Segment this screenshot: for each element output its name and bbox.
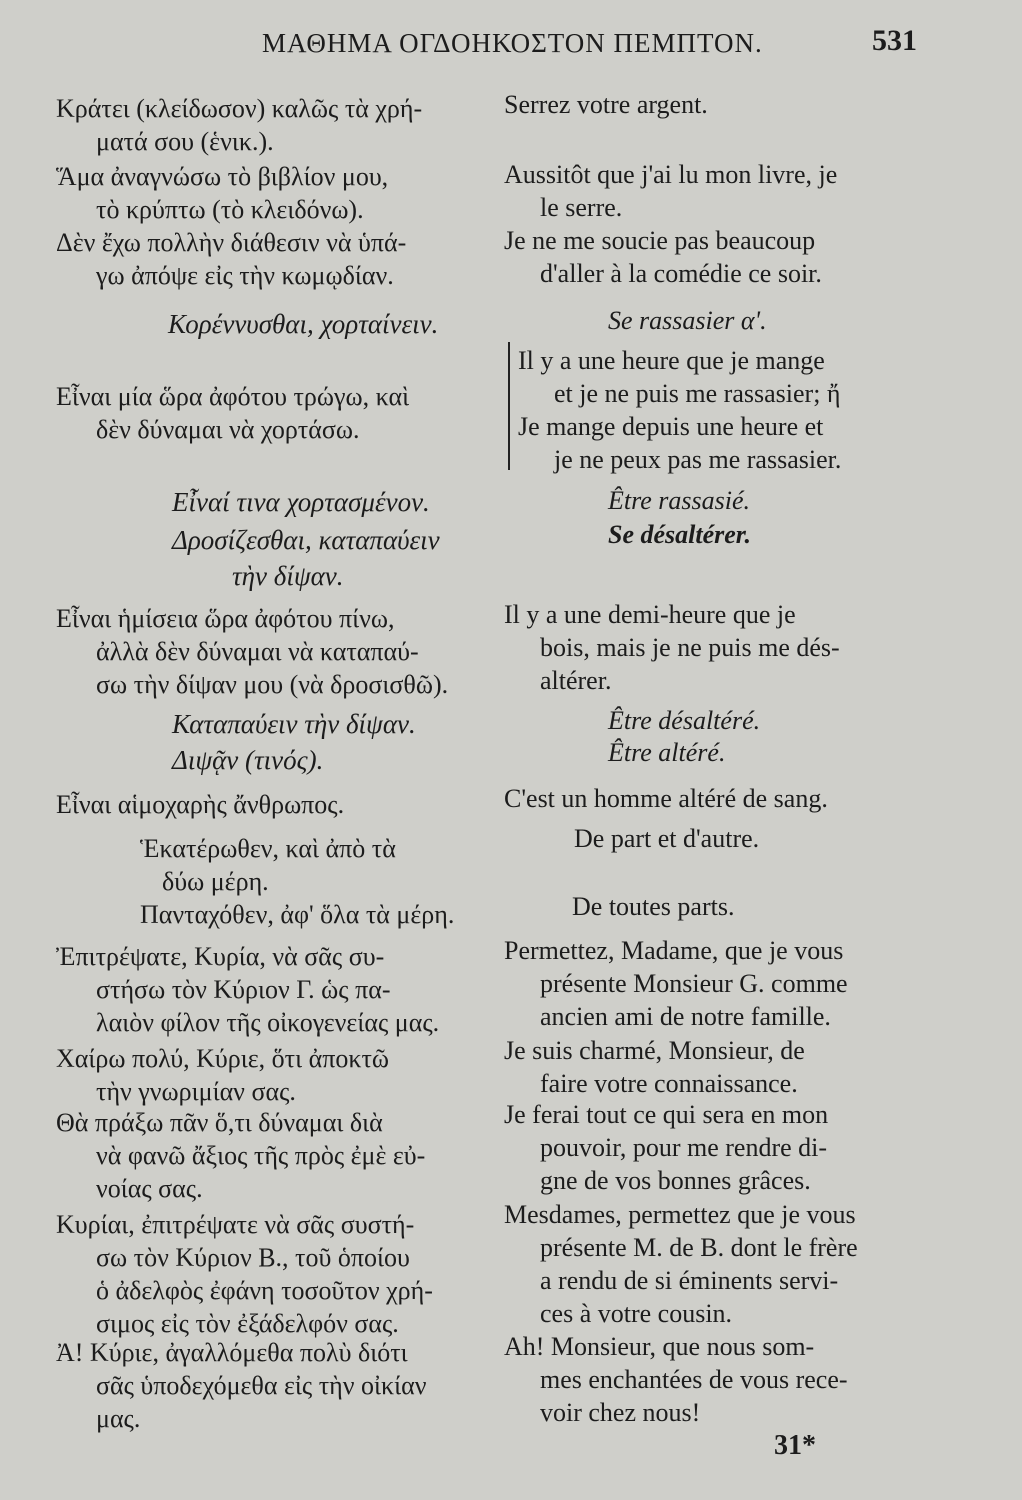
greek-phrase: Δὲν ἔχω πολλὴν διάθεσιν νὰ ὑπά- γω ἀπόψε εἰς τὴν κωμῳδίαν.	[56, 228, 407, 290]
page-header	[0, 24, 1022, 68]
greek-phrase: Θὰ πράξω πᾶν ὅ,τι δύναμαι διὰ νὰ φανῶ ἄξιος τῆς πρὸς ἐμὲ εὐ- νοίας σας.	[56, 1108, 426, 1203]
greek-phrase: Κυρίαι, ἐπιτρέψατε νὰ σᾶς συστή- σω τὸν Κύριον Β., τοῦ ὁποίου ὁ ἀδελφὸς ἐφάνη τοσοῦτον χρή- σιμος εἰς τὸν ἐξάδελφόν σας.	[56, 1210, 433, 1338]
french-translation: Serrez votre argent.	[504, 90, 708, 119]
french-translation: Il y a une heure que je mange et je ne puis me rassasier; ἤ Je mange depuis une heure et je ne peux pas me rassasier.	[518, 346, 842, 474]
page-number: 531	[872, 24, 917, 57]
greek-phrase: Πανταχόθεν, ἀφ' ὅλα τὰ μέρη.	[140, 900, 455, 929]
page-title: ΜΑΘΗΜΑ ΟΓΔΟΗΚΟΣΤΟΝ ΠΕΜΠΤΟΝ.	[262, 28, 763, 58]
greek-phrase: Χαίρω πολύ, Κύριε, ὅτι ἀποκτῶ τὴν γνωριμίαν σας.	[56, 1044, 390, 1106]
greek-phrase: Ἅμα ἀναγνώσω τὸ βιβλίον μου, τὸ κρύπτω (τὸ κλειδόνω).	[56, 162, 389, 224]
greek-vocab-heading: Εἶναί τινα χορτασμένον.	[172, 487, 430, 517]
french-vocab-heading: Être altéré.	[608, 738, 726, 767]
greek-phrase: Εἶναι μία ὥρα ἀφότου τρώγω, καὶ δὲν δύναμαι νὰ χορτάσω.	[56, 382, 410, 444]
brace-bracket	[508, 342, 518, 470]
french-vocab-heading: Être désaltéré.	[608, 706, 761, 735]
french-translation: Je suis charmé, Monsieur, de faire votre connaissance.	[504, 1036, 805, 1098]
greek-vocab-heading: Δροσίζεσθαι, καταπαύειν	[172, 525, 440, 555]
french-translation: C'est un homme altéré de sang.	[504, 784, 828, 813]
french-translation: De part et d'autre.	[574, 824, 760, 853]
french-vocab-heading: Se désaltérer.	[608, 520, 751, 549]
french-translation: De toutes parts.	[572, 892, 735, 921]
greek-vocab-heading: Καταπαύειν τὴν δίψαν.	[172, 709, 416, 739]
french-vocab-heading: Être rassasié.	[608, 486, 751, 515]
french-translation: Permettez, Madame, que je vous présente Monsieur G. comme ancien ami de notre famille.	[504, 936, 848, 1031]
greek-phrase: Ἑκατέρωθεν, καὶ ἀπὸ τὰ δύω μέρη.	[140, 834, 396, 896]
french-translation: Ah! Monsieur, que nous som- mes enchantées de vous rece- voir chez nous!	[504, 1332, 848, 1427]
greek-vocab-heading: Κορέννυσθαι, χορταίνειν.	[168, 309, 439, 339]
greek-vocab-heading: τὴν δίψαν.	[232, 561, 344, 591]
greek-phrase: Κράτει (κλείδωσον) καλῶς τὰ χρή- ματά σου (ἑνικ.).	[56, 94, 423, 156]
french-translation: Il y a une demi-heure que je bois, mais je ne puis me dés- altérer.	[504, 600, 840, 695]
greek-phrase: Ἐπιτρέψατε, Κυρία, νὰ σᾶς συ- στήσω τὸν Κύριον Γ. ὡς πα- λαιὸν φίλον τῆς οἰκογενείας μας.	[56, 942, 440, 1037]
french-translation: Je ne me soucie pas beaucoup d'aller à la comédie ce soir.	[504, 226, 822, 288]
greek-phrase: Εἶναι αἱμοχαρὴς ἄνθρωπος.	[56, 790, 345, 819]
french-translation: Je ferai tout ce qui sera en mon pouvoir, pour me rendre di- gne de vos bonnes grâces.	[504, 1100, 829, 1195]
french-translation: Aussitôt que j'ai lu mon livre, je le serre.	[504, 160, 838, 222]
french-translation: Mesdames, permettez que je vous présente M. de B. dont le frère a rendu de si éminents servi- ces à votre cousin.	[504, 1200, 858, 1328]
greek-phrase: Εἶναι ἡμίσεια ὥρα ἀφότου πίνω, ἀλλὰ δὲν δύναμαι νὰ καταπαύ- σω τὴν δίψαν μου (νὰ δροσισθῶ).	[56, 604, 449, 699]
signature-mark: 31*	[774, 1430, 816, 1461]
french-vocab-heading: Se rassasier α'.	[608, 306, 767, 335]
greek-phrase: Ἀ! Κύριε, ἀγαλλόμεθα πολὺ διότι σᾶς ὑποδεχόμεθα εἰς τὴν οἰκίαν μας.	[56, 1338, 427, 1433]
greek-vocab-heading: Διψᾷν (τινός).	[172, 745, 324, 775]
